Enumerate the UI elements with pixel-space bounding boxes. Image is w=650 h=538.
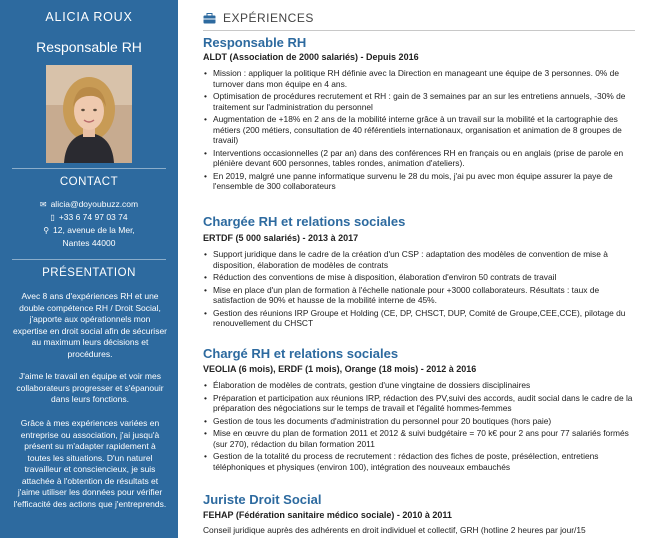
email-text: alicia@doyoubuzz.com — [50, 199, 139, 209]
sidebar-divider — [12, 168, 166, 169]
presentation-paragraph-1: Avec 8 ans d'expériences RH et une double compétence RH / Droit Social, j'apporte aux opérationnels mon expertise en droit social afin de sécuriser au maximum leurs décisions et procédures. — [12, 291, 168, 359]
contact-block — [14, 198, 164, 250]
job-title: Chargée RH et relations sociales — [203, 214, 406, 229]
list-item: • Mise en place d'un plan de formation à l'échelle nationale pour +3000 collaborateurs. Résultats : taux de satisfaction de 90% et hausse de la mobilité interne de 45%. — [203, 285, 635, 306]
briefcase-icon — [203, 13, 216, 24]
list-item: • En 2019, malgré une panne informatique survenu le 28 du mois, j'ai pu avec mon équipe assurer la paye de l'ensemble de 300 collaborateurs — [203, 171, 635, 192]
list-item: • Optimisation de procédures recrutement et RH : gain de 3 semaines par an sur les entretiens annuels, -30% de traitement sur l'administration du personnel — [203, 91, 635, 112]
list-item: • Support juridique dans le cadre de la création d'un CSP : adaptation des modèles de convention de mise à disposition, élaboration de modèles de contrats — [203, 249, 635, 270]
list-item: • Augmentation de +18% en 2 ans de la mobilité interne grâce à un travail sur la mobilité et la cartographie des métiers (200 métiers, consultation de 40 référentiels internationaux, organisation et animation de 8 groupes de travail) — [203, 114, 635, 146]
contact-phone[interactable] — [14, 211, 164, 224]
address-line1: 12, avenue de la Mer, — [53, 225, 135, 235]
address-line2: Nantes 44000 — [62, 238, 116, 248]
job-description: Conseil juridique auprès des adhérents en droit individuel et collectif, GRH (hotline 2 heures par jour/15 — [203, 525, 586, 535]
job-title: Chargé RH et relations sociales — [203, 346, 399, 361]
list-item: • Mise en œuvre du plan de formation 2011 et 2012 & suivi budgétaire = 70 k€ pour 2 ans pour 77 salariés formés (sur 270), rédaction du bilan formation 2011 — [203, 428, 635, 449]
contact-heading: CONTACT — [59, 176, 119, 188]
presentation-paragraph-3: Grâce à mes expériences variées en entreprise ou association, j'ai jusqu'à présent su m'adapter rapidement à toutes les situations. D'un naturel travailleur et consciencieux, je suis attachée à l'obtention de résultats et j'aime utiliser les données pour vérifier l'efficacité des actions que j'entreprends. — [13, 418, 167, 509]
list-item: • Gestion des réunions IRP Groupe et Holding (CE, DP, CHSCT, DUP, Comité de Groupe,CEE,CCE), pilotage du renouvellement du CHSCT — [203, 308, 635, 329]
phone-text: +33 6 74 97 03 74 — [58, 212, 128, 222]
list-item: • Mission : appliquer la politique RH définie avec la Direction en manageant une équipe de 3 personnes. 0% de turnover dans mon équipe en 4 ans. — [203, 68, 635, 89]
mobile-phone-icon: ▯ — [50, 213, 55, 222]
list-item: • Élaboration de modèles de contrats, gestion d'une vingtaine de dossiers disciplinaires — [203, 380, 635, 391]
job-company: VEOLIA (6 mois), ERDF (1 mois), Orange (18 mois) - 2012 à 2016 — [203, 364, 477, 374]
job-company: ERTDF (5 000 salariés) - 2013 à 2017 — [203, 233, 359, 243]
job-company: FEHAP (Fédération sanitaire médico sociale) - 2010 à 2011 — [203, 510, 452, 520]
list-item: • Gestion de la totalité du process de recrutement : rédaction des fiches de poste, présélection, entretiens téléphoniques et physiques (environ 100), intégration des nouveaux embauchés — [203, 451, 635, 472]
contact-address-city — [14, 237, 164, 250]
candidate-job-title: Responsable RH — [36, 39, 142, 55]
contact-address — [14, 224, 164, 237]
sidebar — [0, 0, 178, 538]
list-item: • Gestion de tous les documents d'administration du personnel pour 20 boutiques (hors paie) — [203, 416, 635, 427]
map-pin-icon: ⚲ — [43, 226, 50, 235]
job-bullets — [203, 380, 635, 474]
list-item: • Préparation et participation aux réunions IRP, rédaction des PV,suivi des accords, audit social dans le cadre de la préparation des négociations sur le temps de travail et l'égalité hommes-femmes — [203, 393, 635, 414]
main-content — [203, 0, 635, 538]
contact-email[interactable] — [14, 198, 164, 211]
job-company: ALDT (Association de 2000 salariés) - Depuis 2016 — [203, 52, 419, 62]
job-bullets — [203, 249, 635, 331]
job-bullets — [203, 68, 635, 194]
section-divider — [203, 30, 635, 31]
job-title: Juriste Droit Social — [203, 492, 322, 507]
presentation-paragraph-2: J'aime le travail en équipe et voir mes collaborateurs progresser et s'épanouir dans leurs fonctions. — [16, 371, 164, 404]
list-item: • Réduction des conventions de mise à disposition, élaboration d'environ 50 contrats de travail — [203, 272, 635, 283]
profile-photo-image — [46, 65, 132, 163]
experiences-header — [203, 11, 314, 25]
job-title: Responsable RH — [203, 35, 307, 50]
experiences-heading: EXPÉRIENCES — [223, 11, 314, 25]
candidate-name: ALICIA ROUX — [45, 10, 133, 24]
presentation-heading: PRÉSENTATION — [42, 267, 136, 279]
envelope-icon: ✉ — [39, 200, 47, 209]
sidebar-divider — [12, 259, 166, 260]
list-item: • Interventions occasionnelles (2 par an) dans des conférences RH en français ou en anglais (prise de parole en plénière devant 600 personnes, tables rondes, animation d'ateliers). — [203, 148, 635, 169]
profile-photo — [46, 65, 132, 163]
